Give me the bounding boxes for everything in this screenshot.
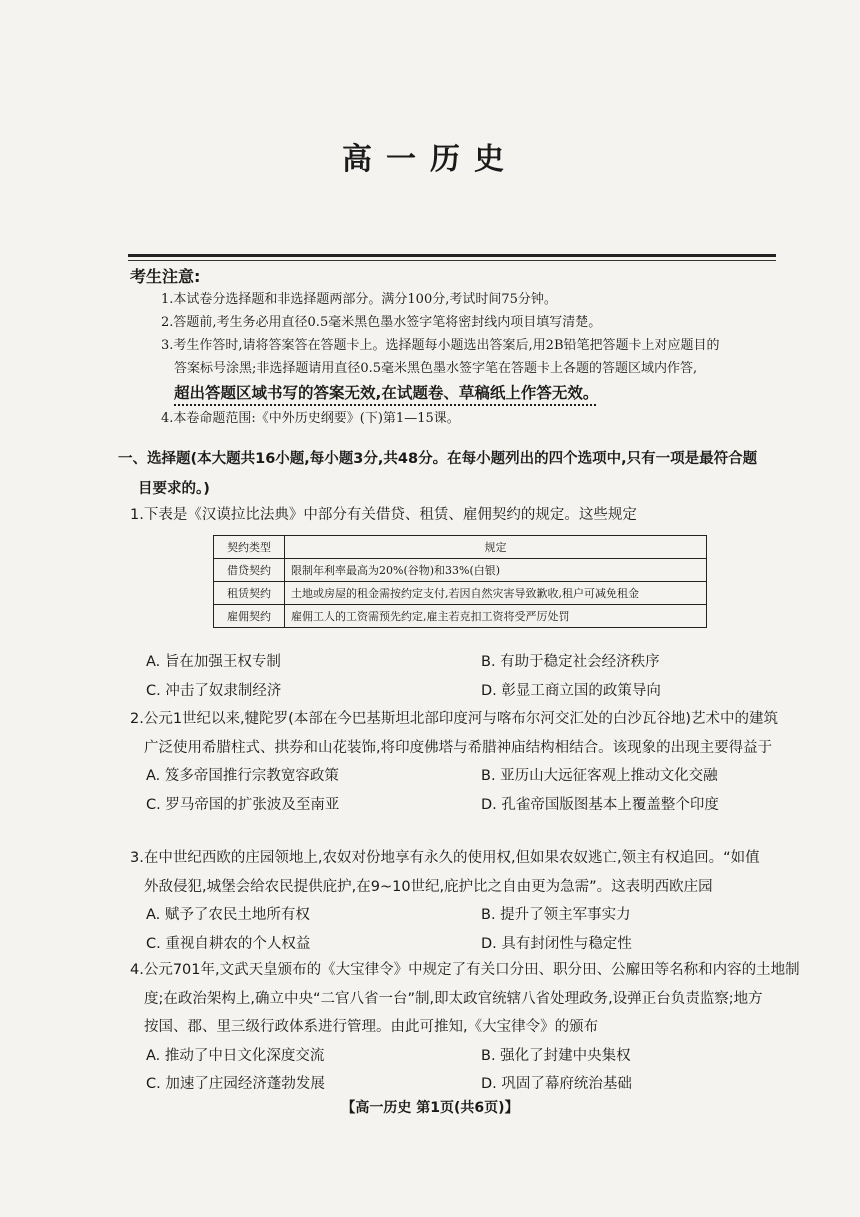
question-1 <box>130 501 782 530</box>
page-footer: 【高一历史 第1页(共6页)】 <box>341 1100 519 1116</box>
table-cell: 借贷契约 <box>214 559 285 582</box>
option[interactable]: C. 重视自耕农的个人权益 <box>146 935 311 952</box>
table-cell: 限制年利率最高为20%(谷物)和33%(白银) <box>285 559 707 582</box>
option[interactable]: D. 具有封闭性与稳定性 <box>481 935 632 952</box>
table-cell: 雇佣工人的工资需预先约定,雇主若克扣工资将受严厉处罚 <box>285 605 707 628</box>
question-stem: 按国、郡、里三级行政体系进行管理。由此可推知,《大宝律令》的颁布 <box>144 1019 599 1035</box>
option[interactable]: A. 赋予了农民土地所有权 <box>146 907 310 923</box>
notice-emphasis: 超出答题区域书写的答案无效,在试题卷、草稿纸上作答无效。 <box>174 384 599 402</box>
notice-block <box>130 266 780 430</box>
table-row <box>214 582 707 605</box>
section-line: 一、选择题(本大题共16小题,每小题3分,共48分。在每小题列出的四个选项中,只有一项是最符合题 <box>118 451 758 467</box>
header-rule-thin <box>128 260 776 261</box>
option[interactable]: A. 推动了中日文化深度交流 <box>146 1047 325 1064</box>
option[interactable]: B. 强化了封建中央集权 <box>481 1047 631 1064</box>
option[interactable]: C. 冲击了奴隶制经济 <box>146 682 282 699</box>
question-stem: 2.公元1世纪以来,犍陀罗(本部在今巴基斯坦北部印度河与喀布尔河交汇处的白沙瓦谷地)艺术中的建筑 <box>130 711 778 727</box>
option[interactable]: A. 旨在加强王权专制 <box>146 654 281 670</box>
question-3 <box>130 844 782 958</box>
table-header-row <box>214 536 707 559</box>
notice-item: 4.本卷命题范围:《中外历史纲要》(下)第1—15课。 <box>161 411 460 426</box>
notice-item: 答案标号涂黑;非选择题请用直径0.5毫米黑色墨水签字笔在答题卡上各题的答题区域内作答, <box>174 361 698 376</box>
table-cell: 土地或房屋的租金需按约定支付,若因自然灾害导致歉收,租户可减免租金 <box>285 582 707 605</box>
question-stem: 3.在中世纪西欧的庄园领地上,农奴对份地享有永久的使用权,但如果农奴逃亡,领主有权追回。“如值 <box>130 850 760 866</box>
notice-item: 2.答题前,考生务必用直径0.5毫米黑色墨水签字笔将密封线内项目填写清楚。 <box>161 315 602 330</box>
option[interactable]: C. 罗马帝国的扩张波及至南亚 <box>146 796 340 813</box>
option[interactable]: D. 巩固了幕府统治基础 <box>481 1076 632 1092</box>
table-header-cell: 规定 <box>285 536 707 559</box>
table-header-cell: 契约类型 <box>214 536 285 559</box>
option[interactable]: C. 加速了庄园经济蓬勃发展 <box>146 1076 325 1092</box>
question-1-options <box>130 648 782 705</box>
notice-heading: 考生注意: <box>130 267 201 286</box>
question-4 <box>130 956 800 1099</box>
option[interactable]: D. 孔雀帝国版图基本上覆盖整个印度 <box>481 796 719 813</box>
notice-item: 1.本试卷分选择题和非选择题两部分。满分100分,考试时间75分钟。 <box>161 292 557 307</box>
section-line: 目要求的。) <box>138 481 210 497</box>
table-cell: 租赁契约 <box>214 582 285 605</box>
question-stem: 度;在政治架构上,确立中央“二官八省一台”制,即太政官统辖八省处理政务,设弹正台负责监察;地方 <box>144 990 763 1007</box>
option[interactable]: B. 提升了领主军事实力 <box>481 907 631 923</box>
notice-item: 3.考生作答时,请将答案答在答题卡上。选择题每小题选出答案后,用2B铅笔把答题卡上对应题目的 <box>161 338 720 353</box>
question-2 <box>130 705 782 819</box>
table-row <box>214 559 707 582</box>
law-table <box>213 535 707 628</box>
table-cell: 雇佣契约 <box>214 605 285 628</box>
header-rule <box>128 254 776 257</box>
question-stem: 4.公元701年,文武天皇颁布的《大宝律令》中规定了有关口分田、职分田、公廨田等名称和内容的土地制 <box>130 962 800 978</box>
option[interactable]: B. 亚历山大远征客观上推动文化交融 <box>481 768 718 784</box>
table-row <box>214 605 707 628</box>
option[interactable]: D. 彰显工商立国的政策导向 <box>481 682 661 699</box>
option[interactable]: B. 有助于稳定社会经济秩序 <box>481 654 660 670</box>
question-stem: 外敌侵犯,城堡会给农民提供庇护,在9~10世纪,庇护比之自由更为急需”。这表明西欧庄园 <box>144 878 713 895</box>
question-stem: 广泛使用希腊柱式、拱券和山花装饰,将印度佛塔与希腊神庙结构相结合。该现象的出现主要得益于 <box>144 739 773 756</box>
option[interactable]: A. 笈多帝国推行宗教宽容政策 <box>146 768 339 784</box>
page-title: 高一历史 <box>342 142 518 177</box>
section-heading <box>118 444 783 504</box>
question-stem: 1.下表是《汉谟拉比法典》中部分有关借贷、租赁、雇佣契约的规定。这些规定 <box>130 507 637 523</box>
